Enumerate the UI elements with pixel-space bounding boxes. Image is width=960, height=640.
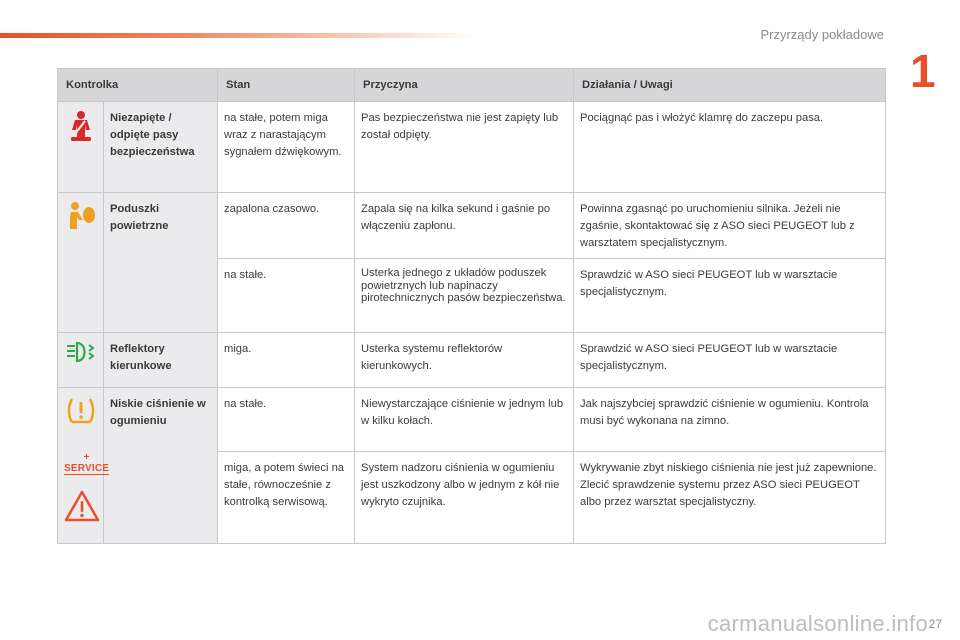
table-row [58, 333, 886, 388]
indicator-name: Niskie ciśnienie w ogumieniu [104, 388, 218, 544]
indicator-icon-cell [58, 193, 104, 333]
watermark: carmanualsonline.info [707, 611, 928, 636]
cause-cell: Pas bezpieczeństwa nie jest zapięty lub został odpięty. [355, 102, 574, 193]
state-cell: miga. [218, 333, 355, 388]
indicator-table [57, 68, 886, 544]
table-header-row [58, 69, 886, 102]
indicator-icon-cell [58, 102, 104, 193]
warning-triangle-icon [64, 489, 100, 523]
indicator-name: Reflektory kierunkowe [104, 333, 218, 388]
column-header: Przyczyna [355, 69, 574, 102]
state-cell: na stałe, potem miga wraz z narastającym sygnałem dźwiękowym. [218, 102, 355, 193]
indicator-name: Niezapięte / odpięte pasy bezpieczeństwa [104, 102, 218, 193]
cause-cell: Usterka systemu reflektorów kierunkowych. [355, 333, 574, 388]
action-cell: Sprawdzić w ASO sieci PEUGEOT lub w warsztacie specjalistycznym. [574, 259, 886, 333]
cause-cell: Usterka jednego z układów poduszek powietrznych lub napinaczy pirotechnicznych pasów bezpieczeństwa. [355, 259, 574, 333]
action-cell: Pociągnąć pas i włożyć klamrę do zaczepu pasa. [574, 102, 886, 193]
column-header: Stan [218, 69, 355, 102]
service-icon [64, 452, 109, 474]
state-cell: miga, a potem świeci na stałe, równocześnie z kontrolką serwisową. [218, 452, 355, 544]
action-cell: Powinna zgasnąć po uruchomieniu silnika. Jeżeli nie zgaśnie, skontaktować się z ASO sieci PEUGEOT lub z warsztatem specjalistycznym. [574, 193, 886, 259]
service-plus: + [83, 452, 90, 463]
indicator-name: Poduszki powietrzne [104, 193, 218, 333]
table-row [58, 388, 886, 452]
headlamp-icon [65, 341, 97, 363]
page-number: 27 [928, 617, 942, 631]
chapter-number: 1 [910, 45, 936, 97]
seatbelt-icon [66, 110, 96, 144]
tyre-pressure-icon [67, 396, 95, 426]
action-cell: Sprawdzić w ASO sieci PEUGEOT lub w warsztacie specjalistycznym. [574, 333, 886, 388]
cause-cell: System nadzoru ciśnienia w ogumieniu jest uszkodzony albo w jednym z kół nie wykryto czujnika. [355, 452, 574, 544]
airbag-icon [65, 201, 97, 231]
indicator-icon-cell [58, 333, 104, 388]
action-cell: Jak najszybciej sprawdzić ciśnienie w ogumieniu. Kontrola musi być wykonana na zimno. [574, 388, 886, 452]
table-row [58, 102, 886, 193]
action-cell: Wykrywanie zbyt niskiego ciśnienia nie jest już zapewnione. Zlecić sprawdzenie systemu przez ASO sieci PEUGEOT albo przez warsztat specjalistyczny. [574, 452, 886, 544]
indicator-icon-cell [58, 388, 110, 544]
cause-cell: Zapala się na kilka sekund i gaśnie po włączeniu zapłonu. [355, 193, 574, 259]
service-label: SERVICE [64, 463, 110, 474]
section-title: Przyrządy pokładowe [760, 27, 884, 42]
table-row [58, 193, 886, 259]
column-header: Działania / Uwagi [574, 69, 886, 102]
state-cell: na stałe. [218, 388, 355, 452]
column-header: Kontrolka [58, 69, 218, 102]
state-cell: zapalona czasowo. [218, 193, 355, 259]
header-accent-bar [0, 33, 480, 38]
cause-cell: Niewystarczające ciśnienie w jednym lub w kilku kołach. [355, 388, 574, 452]
state-cell: na stałe. [218, 259, 355, 333]
